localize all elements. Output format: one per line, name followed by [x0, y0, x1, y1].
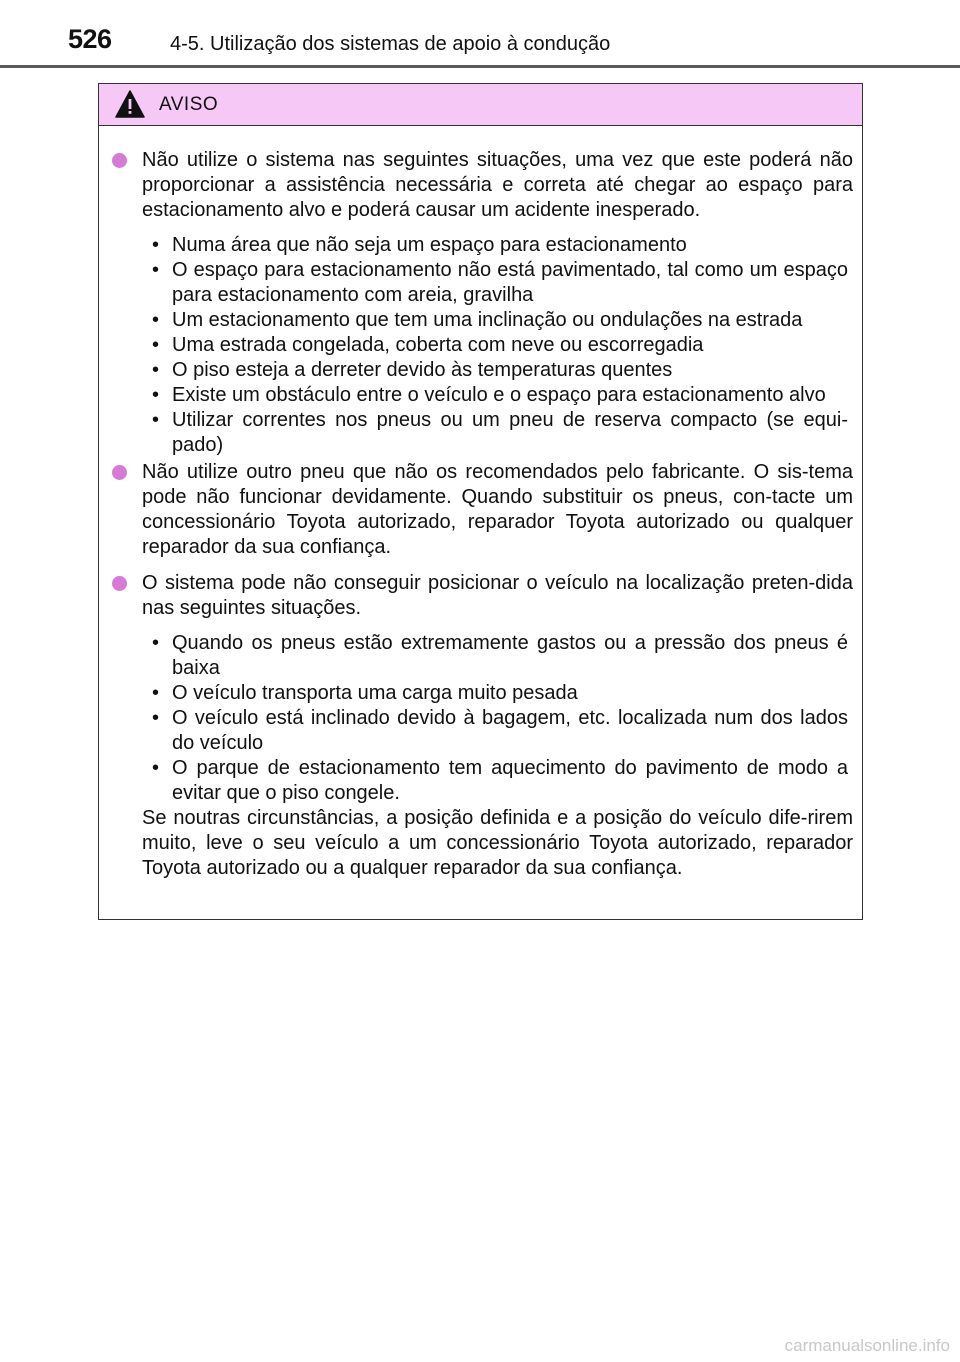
paragraph-text: O sistema pode não conseguir posicionar o veículo na localização preten-dida nas seguintes situações.	[142, 572, 853, 619]
warning-paragraph-2	[109, 460, 853, 560]
list-item-text: Existe um obstáculo entre o veículo e o espaço para estacionamento alvo	[172, 384, 826, 406]
list-item-text: O veículo está inclinado devido à bagagem, etc. localizada num dos lados do veículo	[172, 707, 848, 754]
bullet-icon: •	[152, 359, 160, 381]
list-item-text: Numa área que não seja um espaço para estacionamento	[172, 234, 687, 256]
warning-content	[99, 126, 862, 881]
list-item	[152, 333, 853, 358]
list-item	[152, 233, 853, 258]
warning-triangle-icon	[115, 90, 145, 118]
bullet-dot-icon	[112, 465, 127, 480]
list-item	[152, 308, 853, 333]
page-header	[0, 0, 960, 70]
bullet-icon: •	[152, 384, 160, 406]
list-item	[152, 358, 853, 383]
bullet-icon: •	[152, 707, 160, 729]
footer-watermark: carmanualsonline.info	[784, 1336, 950, 1355]
bullet-icon: •	[152, 632, 160, 654]
list-item	[152, 631, 853, 681]
list-item	[152, 258, 853, 308]
header-divider	[0, 65, 960, 68]
list-item-text: O espaço para estacionamento não está pavimentado, tal como um espaço para estacionamento com areia, gravilha	[172, 259, 848, 306]
paragraph-text: Não utilize o sistema nas seguintes situações, uma vez que este poderá não proporcionar a assistência necessária e correta até chegar ao espaço para estacionamento alvo e poderá causar um acidente inesperado.	[142, 149, 853, 221]
warning-note: Se noutras circunstâncias, a posição definida e a posição do veículo dife-rirem muito, leve o seu veículo a um concessionário Toyota autorizado, reparador Toyota autorizado ou a qualquer reparador da sua confiança.	[142, 807, 853, 879]
bullet-icon: •	[152, 757, 160, 779]
bullet-dot-icon	[112, 576, 127, 591]
list-item-text: O veículo transporta uma carga muito pesada	[172, 682, 578, 704]
list-item	[152, 408, 853, 458]
list-item-text: Uma estrada congelada, coberta com neve ou escorregadia	[172, 334, 704, 356]
warning-header	[99, 84, 862, 126]
warning-box	[98, 83, 863, 920]
list-item-text: Quando os pneus estão extremamente gastos ou a pressão dos pneus é baixa	[172, 632, 848, 679]
section-title: 4-5. Utilização dos sistemas de apoio à condução	[170, 33, 611, 55]
bullet-icon: •	[152, 234, 160, 256]
warning-label: AVISO	[159, 94, 219, 115]
situation-list-3	[109, 631, 853, 806]
bullet-icon: •	[152, 682, 160, 704]
bullet-icon: •	[152, 409, 160, 431]
list-item-text: Utilizar correntes nos pneus ou um pneu de reserva compacto (se equi-pado)	[172, 409, 848, 456]
list-item-text: O parque de estacionamento tem aquecimento do pavimento de modo a evitar que o piso congele.	[172, 757, 848, 804]
warning-paragraph-1	[109, 148, 853, 223]
list-item	[152, 383, 853, 408]
paragraph-text: Não utilize outro pneu que não os recomendados pelo fabricante. O sis-tema pode não funcionar devidamente. Quando substituir os pneus, con-tacte um concessionário Toyota autorizado, reparador Toyota autorizado ou qualquer reparador da sua confiança.	[142, 461, 853, 558]
list-item-text: O piso esteja a derreter devido às temperaturas quentes	[172, 359, 673, 381]
page-number: 526	[68, 24, 112, 54]
warning-paragraph-3	[109, 571, 853, 621]
bullet-icon: •	[152, 259, 160, 281]
bullet-icon: •	[152, 334, 160, 356]
bullet-icon: •	[152, 309, 160, 331]
list-item	[152, 756, 853, 806]
list-item	[152, 706, 853, 756]
situation-list-1	[109, 233, 853, 458]
list-item	[152, 681, 853, 706]
list-item-text: Um estacionamento que tem uma inclinação ou ondulações na estrada	[172, 309, 803, 331]
bullet-dot-icon	[112, 153, 127, 168]
